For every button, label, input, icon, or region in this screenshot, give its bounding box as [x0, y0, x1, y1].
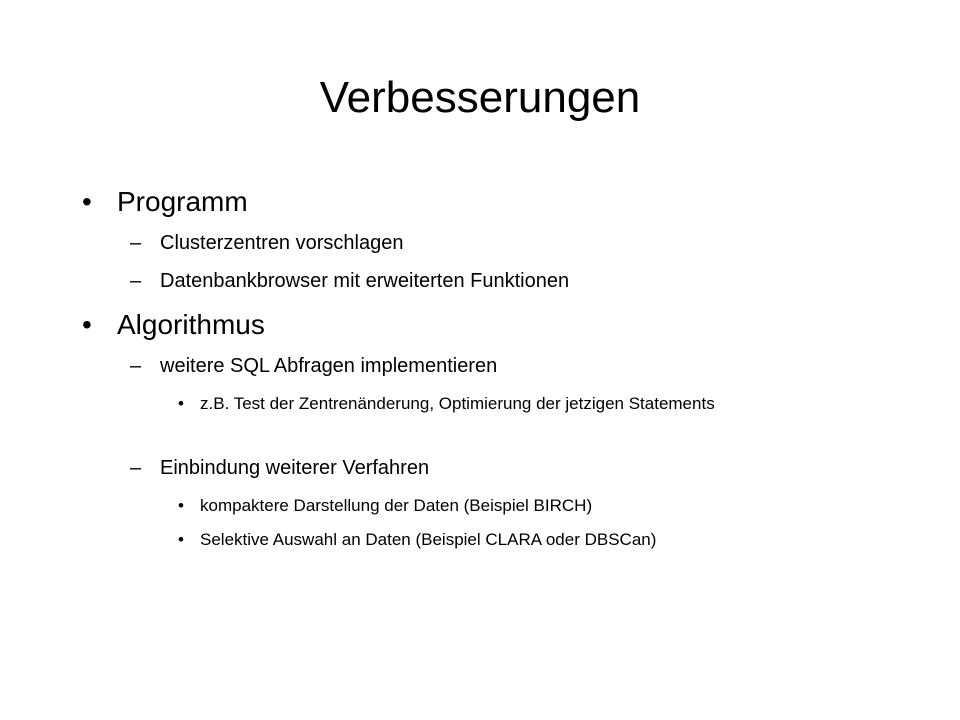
bullet-marker: • [178, 530, 184, 549]
dash-marker: – [130, 457, 142, 479]
section-heading-programm [82, 185, 248, 219]
section-heading-label: Programm [117, 186, 248, 217]
list-item [130, 455, 430, 481]
bullet-marker: • [178, 496, 184, 515]
list-item-label: Clusterzentren vorschlagen [160, 232, 404, 254]
sub-list-item-label: z.B. Test der Zentrenänderung, Optimierung der jetzigen Statements [200, 394, 715, 413]
slide-title: Verbesserungen [319, 73, 641, 122]
list-item-label: Einbindung weiterer Verfahren [160, 457, 430, 479]
sub-list-item [178, 528, 780, 552]
list-item [130, 268, 570, 294]
sub-list-item [178, 392, 840, 416]
section-heading-algorithmus [82, 308, 265, 342]
list-item-label: Datenbankbrowser mit erweiterten Funktionen [160, 270, 570, 292]
dash-marker: – [130, 232, 142, 254]
sub-list-item-label: Selektive Auswahl an Daten (Beispiel CLARA oder DBSCan) [200, 530, 657, 549]
sub-list-item [178, 494, 840, 518]
dash-marker: – [130, 270, 142, 292]
bullet-marker: • [82, 186, 92, 217]
dash-marker: – [130, 355, 142, 377]
section-heading-label: Algorithmus [117, 309, 265, 340]
list-item [130, 230, 404, 256]
sub-list-item-label: kompaktere Darstellung der Daten (Beispiel BIRCH) [200, 496, 593, 515]
bullet-marker: • [82, 309, 92, 340]
list-item-label: weitere SQL Abfragen implementieren [160, 355, 498, 377]
bullet-marker: • [178, 394, 184, 413]
list-item [130, 353, 498, 379]
